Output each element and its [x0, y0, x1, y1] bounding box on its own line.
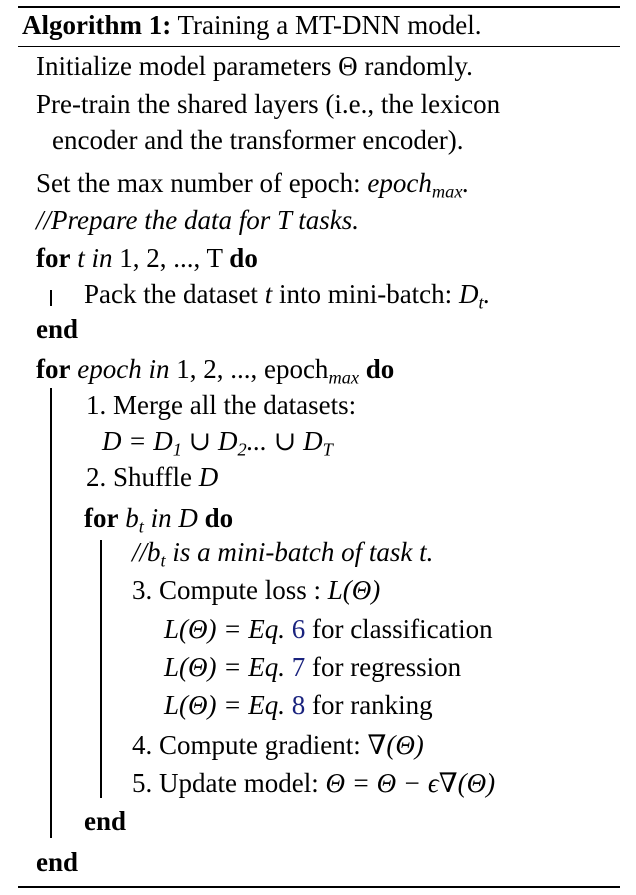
for1-var: t [77, 243, 85, 273]
for1-block-bar [50, 290, 52, 306]
epoch-var: epoch [367, 168, 432, 198]
comment2-sub: t [160, 550, 166, 571]
pack-t: t [264, 279, 273, 309]
merge-sub-2: 2 [237, 439, 247, 460]
for2-range-text: 1, 2, ..., epoch [176, 354, 329, 384]
pack-text-2: into mini-batch: [278, 279, 453, 309]
dt-subscript: t [478, 292, 484, 313]
line-init: Initialize model parameters Θ randomly. [36, 51, 473, 81]
epoch-max-math: epoch$_{max}$. [367, 168, 470, 202]
step2-shuffle [86, 461, 218, 493]
for2-in: in [148, 354, 170, 384]
step4-gradient [132, 729, 424, 761]
step2-text: 2. Shuffle [86, 462, 192, 492]
step5-update [132, 767, 495, 799]
for2-line [36, 353, 395, 388]
for1-do: do [229, 243, 258, 273]
step3-loss [132, 574, 380, 606]
eq-ref-7[interactable]: 7 [291, 652, 306, 682]
for1-in: in [91, 243, 113, 273]
end-for2: end [36, 847, 79, 877]
update-math: Θ = Θ − ϵ∇(Θ) [325, 768, 496, 798]
cls-text: for classification [311, 614, 493, 644]
for3-in: in D [150, 503, 198, 533]
for3-b-sub: t [138, 516, 144, 537]
for2-max-sub: max [328, 367, 360, 388]
step3-text: 3. Compute loss : [132, 575, 322, 605]
merge-equation [102, 425, 333, 460]
for2-do: do [365, 354, 395, 384]
step5-text: 5. Update model: [132, 768, 319, 798]
comment-prepare-end: tasks. [298, 205, 360, 235]
top-rule [18, 6, 620, 8]
end-for1: end [36, 314, 79, 344]
for2-keyword: for [36, 354, 71, 384]
comment-T: T [276, 205, 292, 235]
loss-math: L(Θ) [327, 575, 381, 605]
line-setmax [36, 167, 470, 202]
comment-prepare-text: //Prepare the data for [36, 205, 271, 235]
line-pretrain-1: Pre-train the shared layers (i.e., the lexicon [36, 89, 501, 119]
comment2-post: is a mini-batch of task t. [165, 537, 434, 567]
bottom-rule [18, 886, 620, 888]
setmax-text: Set the max number of epoch: [36, 168, 361, 198]
algorithm-caption [22, 9, 482, 41]
for3-do: do [204, 503, 234, 533]
for3-b-var: b [125, 503, 139, 533]
for1-range: 1, 2, ..., T [119, 243, 223, 273]
loss-eq-reg: L(Θ) = Eq. [164, 652, 285, 682]
merge-dots: ... ∪ D [246, 426, 323, 456]
loss-eq-cls: L(Θ) = Eq. [164, 614, 285, 644]
comment-minibatch [132, 536, 434, 571]
for2-var: epoch [77, 354, 142, 384]
for1-keyword: for [36, 243, 71, 273]
for3-keyword: for [84, 503, 119, 533]
pack-text: Pack the dataset [84, 279, 258, 309]
comment-prepare [36, 204, 359, 236]
eq-ref-8[interactable]: 8 [291, 690, 306, 720]
for3-b [125, 503, 144, 537]
end-for3: end [84, 806, 127, 836]
line-pack [84, 278, 491, 313]
comment2-pre: //b [132, 537, 161, 567]
merge-eq-text: D = D [102, 426, 173, 456]
for3-block-bar [100, 540, 102, 798]
merge-sub-T: T [322, 439, 333, 460]
step4-text: 4. Compute gradient: [132, 730, 361, 760]
loss-classification [164, 613, 493, 645]
loss-eq-rank: L(Θ) = Eq. [164, 690, 285, 720]
merge-union: ∪ D [181, 426, 238, 456]
loss-ranking [164, 689, 433, 721]
caption-rule [18, 46, 620, 47]
merge-sub-1: 1 [172, 439, 182, 460]
rank-text: for ranking [311, 690, 433, 720]
line-pretrain-2: encoder and the transformer encoder). [52, 125, 464, 155]
for3-line [84, 502, 234, 537]
step2-D: D [198, 462, 219, 492]
step1-merge: 1. Merge all the datasets: [86, 390, 357, 420]
max-subscript: max [431, 181, 463, 202]
loss-regression [164, 651, 461, 683]
grad-math: ∇(Θ) [367, 730, 424, 760]
reg-text: for regression [311, 652, 462, 682]
caption-title: Training a MT-DNN model. [177, 10, 482, 40]
eq-ref-6[interactable]: 6 [291, 614, 306, 644]
for2-block-bar [50, 388, 52, 838]
for2-range [176, 354, 360, 388]
dt-math: $D_t$. [458, 279, 491, 313]
caption-label: Algorithm 1: [22, 10, 172, 40]
for1-line [36, 242, 258, 274]
